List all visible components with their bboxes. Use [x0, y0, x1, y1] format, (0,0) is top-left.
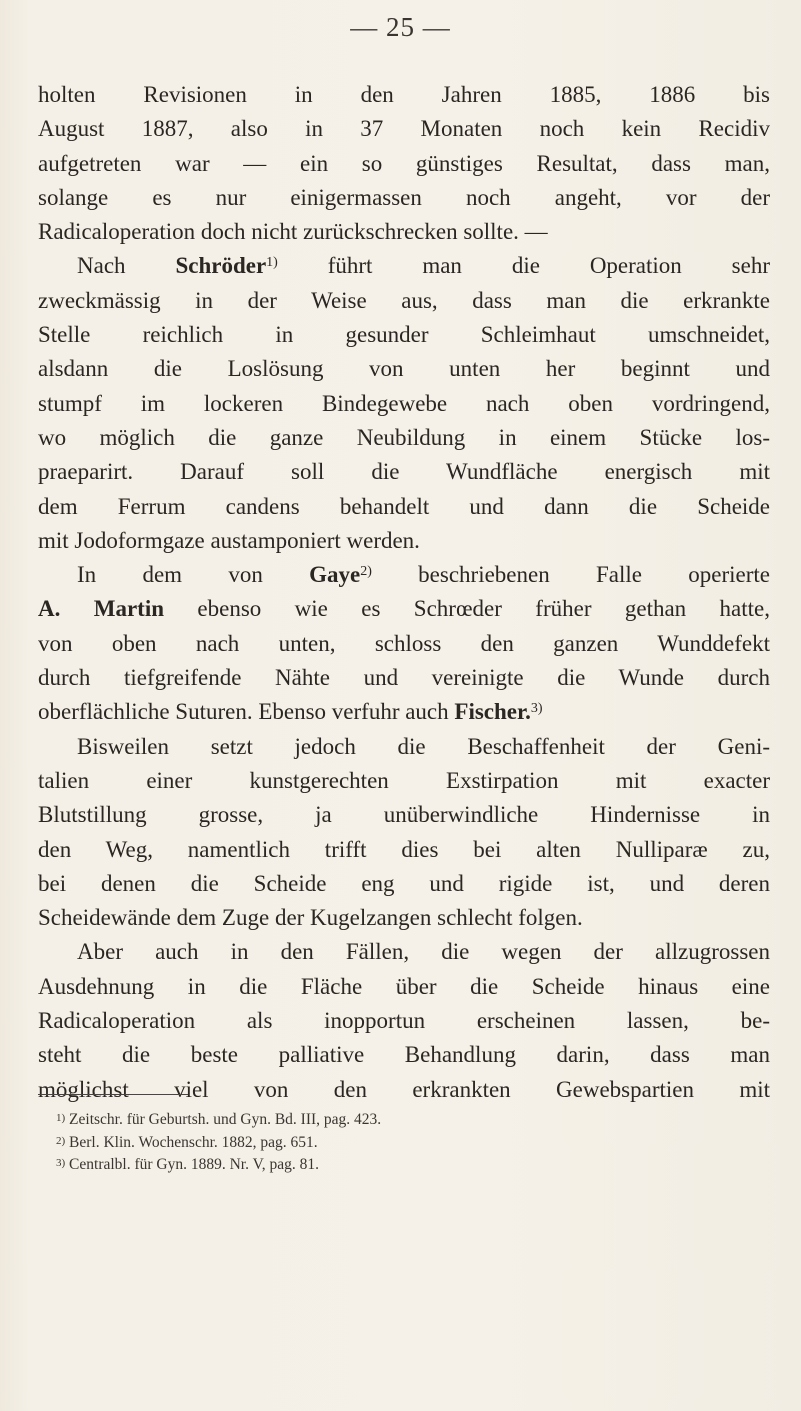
text-fragment: oberflächliche Suturen. Ebenso verfuhr auch: [38, 699, 455, 725]
text-line: [38, 592, 770, 626]
footnote-marker: 2): [56, 1134, 66, 1147]
text-line: Radicaloperation doch nicht zurückschrecken sollte. —: [38, 219, 548, 245]
footnote-text: Centralbl. für Gyn. 1889. Nr. V, pag. 81.: [65, 1156, 320, 1173]
text-line: Bisweilen setzt jedoch die Beschaffenheit der Geni-: [77, 733, 770, 759]
text-fragment: beschriebenen Falle operierte: [371, 562, 770, 588]
text-line: holten Revisionen in den Jahren 1885, 1886 bis: [38, 82, 770, 107]
text-line: [38, 695, 770, 729]
author-name: A. Martin: [38, 596, 165, 622]
text-line: aufgetreten war — ein so günstiges Resultat, dass man,: [38, 150, 770, 176]
page-number: — 25 —: [350, 12, 451, 42]
text-line: steht die beste palliative Behandlung darin, dass man: [38, 1042, 770, 1068]
text-line: praeparirt. Darauf soll die Wundfläche energisch mit: [38, 459, 770, 485]
footnote-marker: 1): [56, 1112, 66, 1124]
footnotes: [56, 1109, 756, 1177]
footnote-text: Zeitschr. für Geburtsh. und Gyn. Bd. III, pag. 423.: [65, 1111, 382, 1128]
text-line: wo möglich die ganze Neubildung in einem Stücke los-: [38, 424, 770, 450]
text-line: von oben nach unten, schloss den ganzen Wunddefekt: [38, 630, 770, 656]
text-line: zweckmässig in der Weise aus, dass man die erkrankte: [38, 287, 770, 313]
text-line: August 1887, also in 37 Monaten noch kein Recidiv: [38, 116, 770, 142]
text-fragment: In dem von: [77, 562, 310, 588]
footnote: [56, 1132, 756, 1155]
footnote-ref: 1): [266, 255, 278, 271]
text-fragment: führt man die Operation sehr: [277, 253, 770, 279]
text-line: [38, 558, 770, 592]
text-line: Ausdehnung in die Fläche über die Scheide hinaus eine: [38, 973, 770, 999]
text-line: Blutstillung grosse, ja unüberwindliche Hindernisse in: [38, 802, 770, 828]
text-line: solange es nur einigermassen noch angeht, vor der: [38, 184, 770, 210]
text-line: alsdann die Loslösung von unten her beginnt und: [38, 356, 770, 382]
footnote: [56, 1109, 756, 1132]
text-line: [38, 249, 770, 283]
text-line: durch tiefgreifende Nähte und vereinigte die Wunde durch: [38, 665, 770, 691]
author-name: Schröder: [175, 253, 267, 279]
text-line: Radicaloperation als inopportun erscheinen lassen, be-: [38, 1008, 770, 1034]
body-text: [38, 78, 770, 1107]
footnote-ref: 3): [530, 701, 543, 717]
text-line: möglichst viel von den erkrankten Gewebspartien mit: [38, 1076, 770, 1102]
text-line: talien einer kunstgerechten Exstirpation mit exacter: [38, 767, 770, 793]
author-name: Fischer.: [454, 699, 531, 725]
text-line: stumpf im lockeren Bindegewebe nach oben vordringend,: [38, 390, 770, 416]
text-line: bei denen die Scheide eng und rigide ist, und deren: [38, 870, 770, 896]
text-line: Scheidewände dem Zuge der Kugelzangen schlecht folgen.: [38, 905, 583, 931]
text-line: mit Jodoformgaze austamponiert werden.: [38, 527, 420, 553]
text-line: dem Ferrum candens behandelt und dann die Scheide: [38, 493, 770, 519]
text-fragment: ebenso wie es Schrœder früher gethan hatte,: [164, 596, 771, 622]
footnote-text: Berl. Klin. Wochenschr. 1882, pag. 651.: [65, 1133, 318, 1151]
text-line: Aber auch in den Fällen, die wegen der allzugrossen: [77, 939, 770, 965]
text-fragment: Nach: [77, 253, 176, 279]
author-name: Gaye: [309, 562, 361, 588]
footnote-separator: [38, 1094, 188, 1095]
text-line: Stelle reichlich in gesunder Schleimhaut umschneidet,: [38, 322, 770, 348]
footnote-ref: 2): [360, 564, 372, 580]
footnote-marker: 3): [56, 1157, 66, 1169]
footnote: [56, 1154, 756, 1177]
text-line: den Weg, namentlich trifft dies bei alten Nulliparæ zu,: [38, 836, 770, 862]
